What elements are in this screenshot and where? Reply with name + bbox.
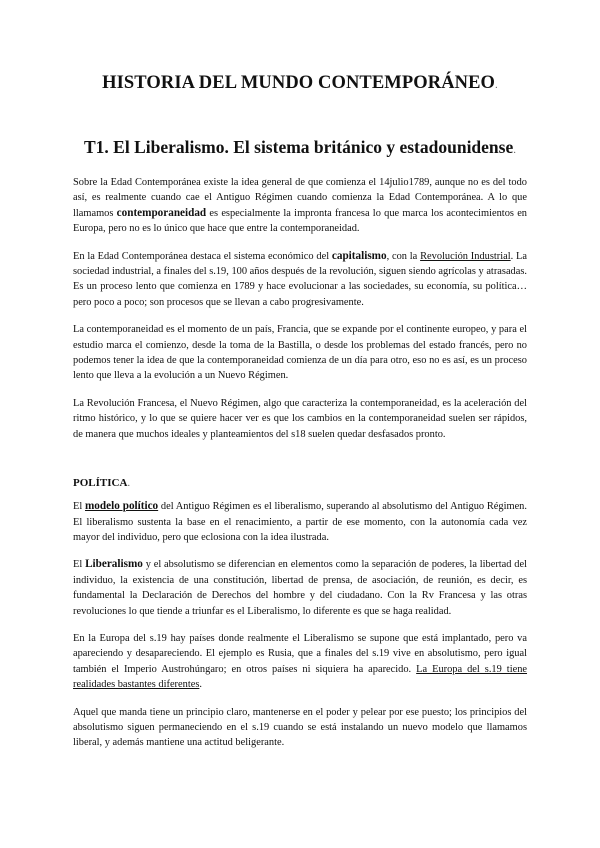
document-title (73, 0, 527, 94)
title-text: HISTORIA DEL MUNDO CONTEMPORÁNEO (102, 73, 496, 93)
paragraph-3: La contemporaneidad es el momento de un país, Francia, que se expande por el continente europeo, y para el estudio marca el comienzo, desde la toma de la Bastilla, o desde los problemas del estado francés, pero no podemos tener la idea de que la contemporaneidad comienza de un día para otro, eso no es así, es un proceso lento que lleva a la evolución a un Nuevo Régimen. (73, 324, 527, 382)
paragraph-4: La Revolución Francesa, el Nuevo Régimen, algo que caracteriza la contemporaneidad, es la aceleración del ritmo histórico, y lo que se quiere hacer ver es que los cambios en la contemporaneidad suelen ser rápidos, de manera que muchos ideales y planteamientos del s18 suelen quedar desfasados pronto. (73, 397, 527, 440)
section-dot: . (127, 477, 131, 490)
paragraph-8: Aquel que manda tiene un principio claro, mantenerse en el poder y pelear por ese puesto; los principios del absolutismo siguen permaneciendo en el s.19 cuando se está instalando un nuevo modelo que llamamos liberal, y además mantiene una actitud beligerante. (73, 706, 527, 749)
bold-term: capitalismo (331, 249, 387, 262)
chapter-heading (73, 94, 527, 158)
paragraph-6: El Liberalismo y el absolutismo se diferencian en elementos como la separación de poderes, la libertad del individuo, la existencia de una constitución, libertad de prensa, de asociación, de reunión, es decir, es fundamental la Declaración de Derechos del hombre y del ciudadano. Con la Rv Francesa y las otras revoluciones lo que tiende a triunfar es el Liberalismo, lo diferente es que se haga realidad. (73, 558, 527, 617)
underlined-term: Revolución Industrial (420, 250, 511, 262)
paragraph-5: El modelo político del Antiguo Régimen es el liberalismo, superando al absolutismo del Antiguo Régimen. El liberalismo sustenta la base en el renacimiento, a partir de ese momento, con la autonomía cada vez mayor del individuo, pero que eclosiona con la idea ilustrada. (73, 500, 527, 543)
document-body (73, 175, 527, 751)
paragraph-2: En la Edad Contemporánea destaca el sistema económico del capitalismo, con la Revolución Industrial. La sociedad industrial, a finales del s.19, 100 años después de la revolución, siguen siendo agrícolas y atrasadas. Es un proceso lento que comienza en 1789 y hace evolucionar a las sociedades, su economía, su política… pero poco a poco; son procesos que se llevan a cabo progresivamente. (73, 249, 527, 308)
bold-term: Liberalismo (85, 558, 143, 571)
subtitle-text: T1. El Liberalismo. El sistema británico y estadounidense (83, 137, 514, 157)
title-dot: . (495, 79, 498, 91)
bold-term: contemporaneidad (116, 206, 207, 219)
paragraph-1: Sobre la Edad Contemporánea existe la idea general de que comienza el 14julio1789, aunque no es del todo así, es realmente cuando cae el Antiguo Régimen cuando comienza la Edad Contemporánea. A lo que llamamos contemporaneidad es especialmente la impronta francesa lo que marca los acontecimientos en Europa, pero no es lo único que hace que entre la contemporaneidad. (73, 177, 527, 235)
subtitle-dot: . (513, 144, 516, 156)
paragraph-7: En la Europa del s.19 hay países donde realmente el Liberalismo se supone que está implantado, pero va apareciendo y desapareciendo. El ejemplo es Rusia, que a finales del s.19 vive en absolutismo, pero igual también el Imperio Austrohúngaro; en otros países ni siquiera ha aparecido. La Europa del s.19 tiene realidades bastantes diferentes. (73, 632, 528, 691)
bold-underlined-term: modelo político (84, 500, 159, 513)
section-heading-text: POLÍTICA (73, 477, 128, 490)
underlined-term: La Europa del s.19 tiene realidades bastantes diferentes (73, 663, 528, 691)
section-heading (73, 477, 527, 489)
